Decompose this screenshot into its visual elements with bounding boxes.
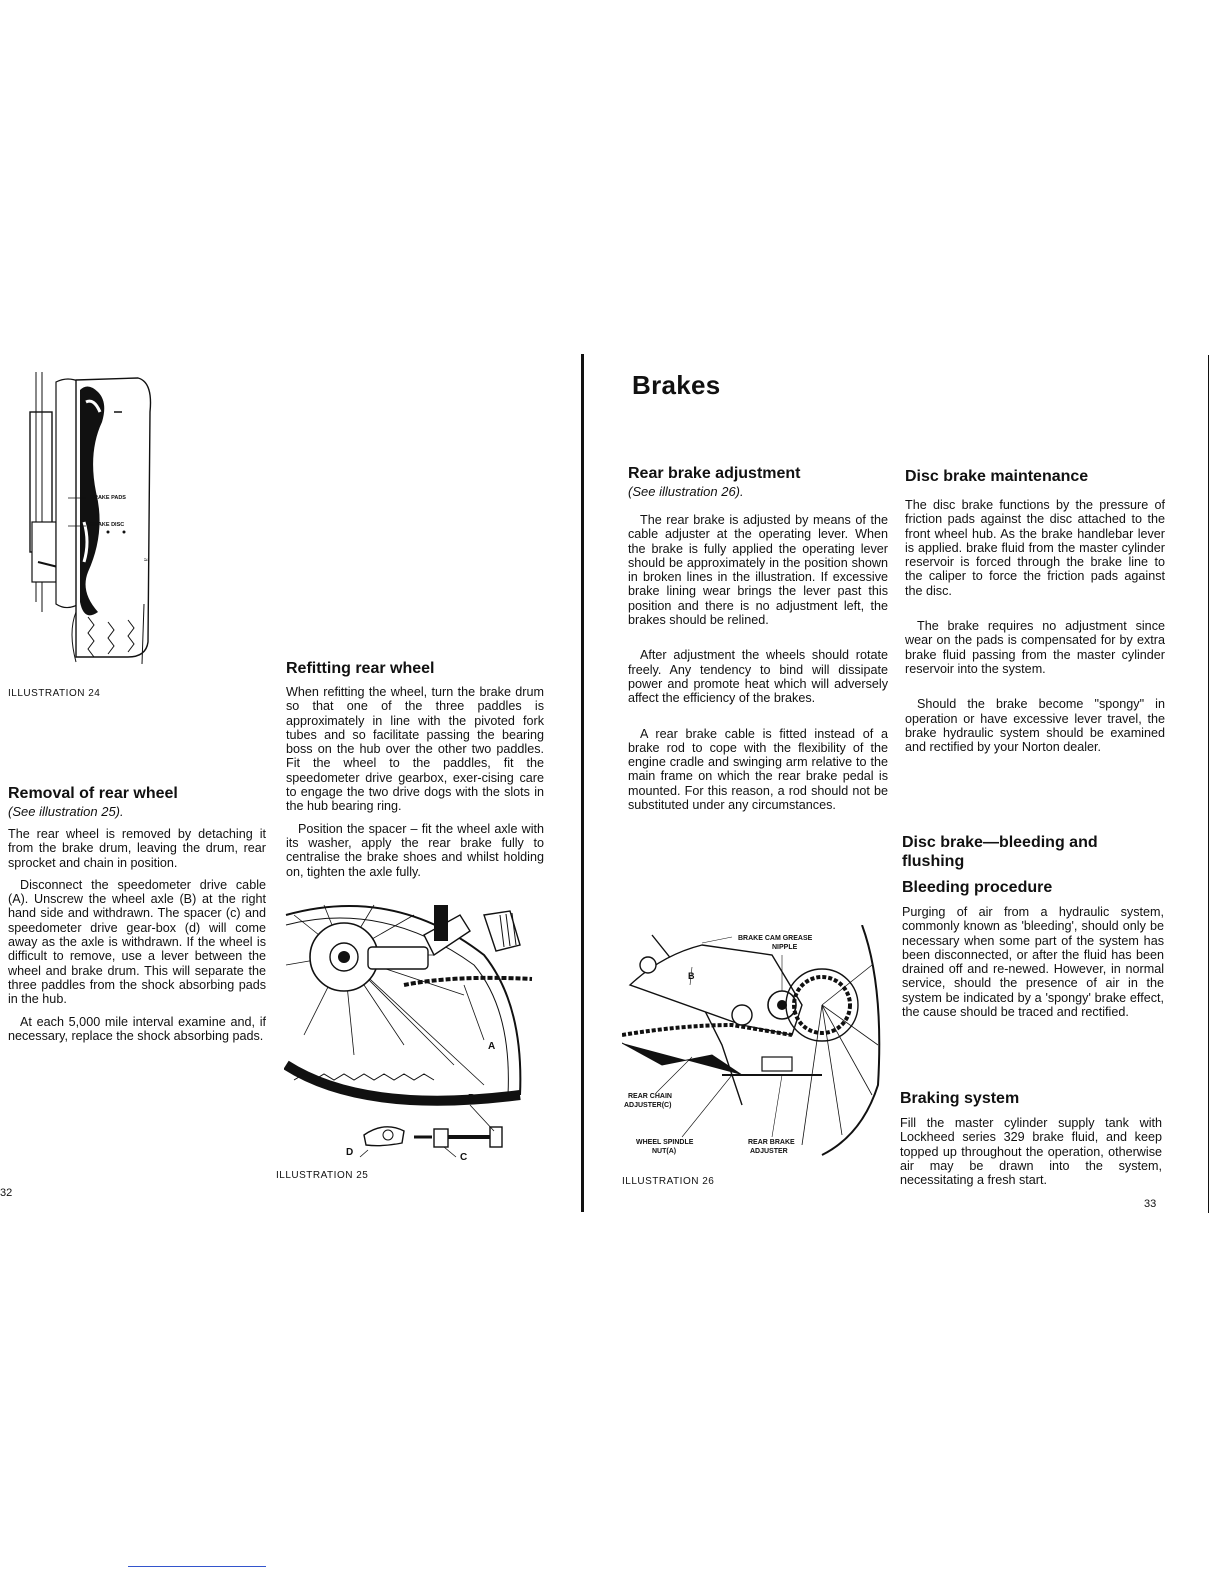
- illustration-24-caption: ILLUSTRATION 24: [8, 688, 101, 699]
- bleeding-heading: Disc brake—bleeding and flushing: [902, 834, 1098, 870]
- removal-heading: Removal of rear wheel: [8, 785, 178, 802]
- braking-system-paragraph: Fill the master cylinder supply tank with Lockheed series 329 brake fluid, and keep topped up throughout the operation, otherwise air may be drawn into the system, necessitating a fresh start.: [900, 1116, 1162, 1188]
- disc-maintenance-paragraph: The brake requires no adjustment since wear on the pads is compensated for by extra brake fluid passing from the master cylinder reservoir into the system.: [905, 619, 1165, 676]
- braking-system-body: [900, 1116, 1162, 1187]
- illustration-24: [28, 372, 160, 672]
- label-brake-cam-grease: BRAKE CAM GREASE: [738, 935, 813, 942]
- illustration-26-drawing: [622, 925, 884, 1165]
- removal-paragraph: Disconnect the speedometer drive cable (A). Unscrew the wheel axle (B) at the right hand side and withdrawn. The spacer (c) and speedometer drive gear-box (d) will come away as the axle is withdrawn. If the wheel is difficult to remove, use a lever between the wheel and brake drum. This will separate the three paddles from the shock absorbing pads in the hub.: [8, 877, 266, 1007]
- section-disc-brake-maintenance: [905, 468, 1165, 762]
- page-divider: [581, 354, 584, 1212]
- rear-adjustment-paragraph: A rear brake cable is fitted instead of a brake rod to cope with the flexibility of the engine cradle and swinging arm relative to the main frame on which the rear brake pedal is mounted. For this reason, a rod should not be substituted under any circumstances.: [628, 726, 888, 813]
- removal-body: [8, 827, 266, 1043]
- rear-adjustment-subheading: (See illustration 26).: [628, 484, 744, 499]
- removal-paragraph: At each 5,000 mile interval examine and, if necessary, replace the shock absorbing pads.: [8, 1014, 266, 1043]
- rear-adjustment-paragraph: The rear brake is adjusted by means of the cable adjuster at the operating lever. When the brake is fully applied the operating lever should be approximately in the position shown in broken lines in the illustration. If excessive brake lining wear brings the lever past this position and there is no adjustment left, the brakes should be relined.: [628, 513, 888, 628]
- disc-maintenance-paragraph: The disc brake functions by the pressure of friction pads against the disc attached to the front wheel hub. As the brake handlebar lever is applied. brake fluid from the master cylinder reservoir is forced through the brake line to the caliper to force the friction pads against the disc.: [905, 498, 1165, 598]
- label-b: B: [468, 1093, 476, 1104]
- rear-adjustment-heading: Rear brake adjustment: [628, 465, 801, 482]
- removal-paragraph: The rear wheel is removed by detaching it from the brake drum, leaving the drum, rear sprocket and chain in position.: [8, 827, 266, 870]
- label-c: C: [460, 1152, 468, 1163]
- disc-maintenance-body: [905, 498, 1165, 754]
- section-refitting-rear-wheel: [286, 660, 544, 887]
- label-brake-disc: BRAKE DISC: [90, 522, 125, 528]
- label-wheel-spindle: WHEEL SPINDLE: [636, 1139, 694, 1146]
- label-brake-pads: BRAKE PADS: [90, 495, 126, 501]
- bottom-link-line: [128, 1566, 266, 1567]
- svg-text:≈: ≈: [144, 557, 148, 564]
- refitting-body: [286, 685, 544, 879]
- bleeding-subheading: Bleeding procedure: [902, 879, 1053, 896]
- illustration-25-caption: ILLUSTRATION 25: [276, 1170, 369, 1181]
- illustration-26-caption: ILLUSTRATION 26: [622, 1176, 715, 1187]
- page-number-left: 32: [0, 1187, 13, 1199]
- illustration-26: [622, 925, 884, 1165]
- label-d: D: [346, 1147, 354, 1158]
- disc-maintenance-paragraph: Should the brake become "spongy" in operation or have excessive lever travel, the brake hydraulic system should be examined and rectified by your Norton dealer.: [905, 697, 1165, 755]
- section-braking-system: [900, 1090, 1162, 1195]
- braking-system-heading: Braking system: [900, 1090, 1020, 1107]
- refitting-paragraph: Position the spacer – fit the wheel axle with its washer, apply the rear brake fully to centralise the brake shoes and whilst holding on, tighten the axle fully.: [286, 821, 544, 879]
- bleeding-body: [902, 905, 1164, 1019]
- label-nipple: NIPPLE: [772, 944, 798, 951]
- right-edge-rule: [1208, 355, 1209, 1213]
- rear-adjustment-body: [628, 513, 888, 812]
- label-rear-chain: REAR CHAIN: [628, 1093, 672, 1100]
- section-removal-rear-wheel: [8, 785, 266, 1051]
- illustration-25: [284, 895, 546, 1165]
- section-disc-brake-bleeding: [902, 833, 1164, 1027]
- label-a: A: [488, 1041, 496, 1052]
- rear-adjustment-paragraph: After adjustment the wheels should rotate freely. Any tendency to bind will dissipate power and promote heat which will adversely affect the efficiency of the brakes.: [628, 648, 888, 706]
- disc-maintenance-heading: Disc brake maintenance: [905, 468, 1089, 485]
- label-adjuster: ADJUSTER: [750, 1148, 788, 1155]
- section-rear-brake-adjustment: [628, 465, 888, 820]
- bleeding-paragraph: Purging of air from a hydraulic system, commonly known as 'bleeding', should only be necessary when some part of the system has been disconnected, or after the fluid has been drained off and re-newed. However, in normal service, should the presence of air in the system be indicated by a 'spongy' brake effect, the cause should be traced and rectified.: [902, 905, 1164, 1020]
- illustration-25-drawing: [284, 895, 546, 1165]
- label-adjuster-c: ADJUSTER(C): [624, 1102, 672, 1109]
- label-nut-a: NUT(A): [652, 1148, 677, 1155]
- refitting-paragraph: When refitting the wheel, turn the brake drum so that one of the three paddles is approximately in line with the pivoted fork tubes and so facilitate passing the bearing boss on the hub over the other two paddles. Fit the wheel to the paddles, fit the speedometer drive gearbox, exer-cising care to engage the two drive dogs with the slots in the hub bearing ring.: [286, 685, 544, 814]
- label-b: B: [688, 971, 695, 981]
- refitting-heading: Refitting rear wheel: [286, 660, 435, 677]
- label-rear-brake: REAR BRAKE: [748, 1139, 795, 1146]
- removal-subheading: (See illustration 25).: [8, 804, 124, 819]
- page-title: Brakes: [632, 370, 721, 400]
- page-number-right: 33: [1144, 1198, 1157, 1210]
